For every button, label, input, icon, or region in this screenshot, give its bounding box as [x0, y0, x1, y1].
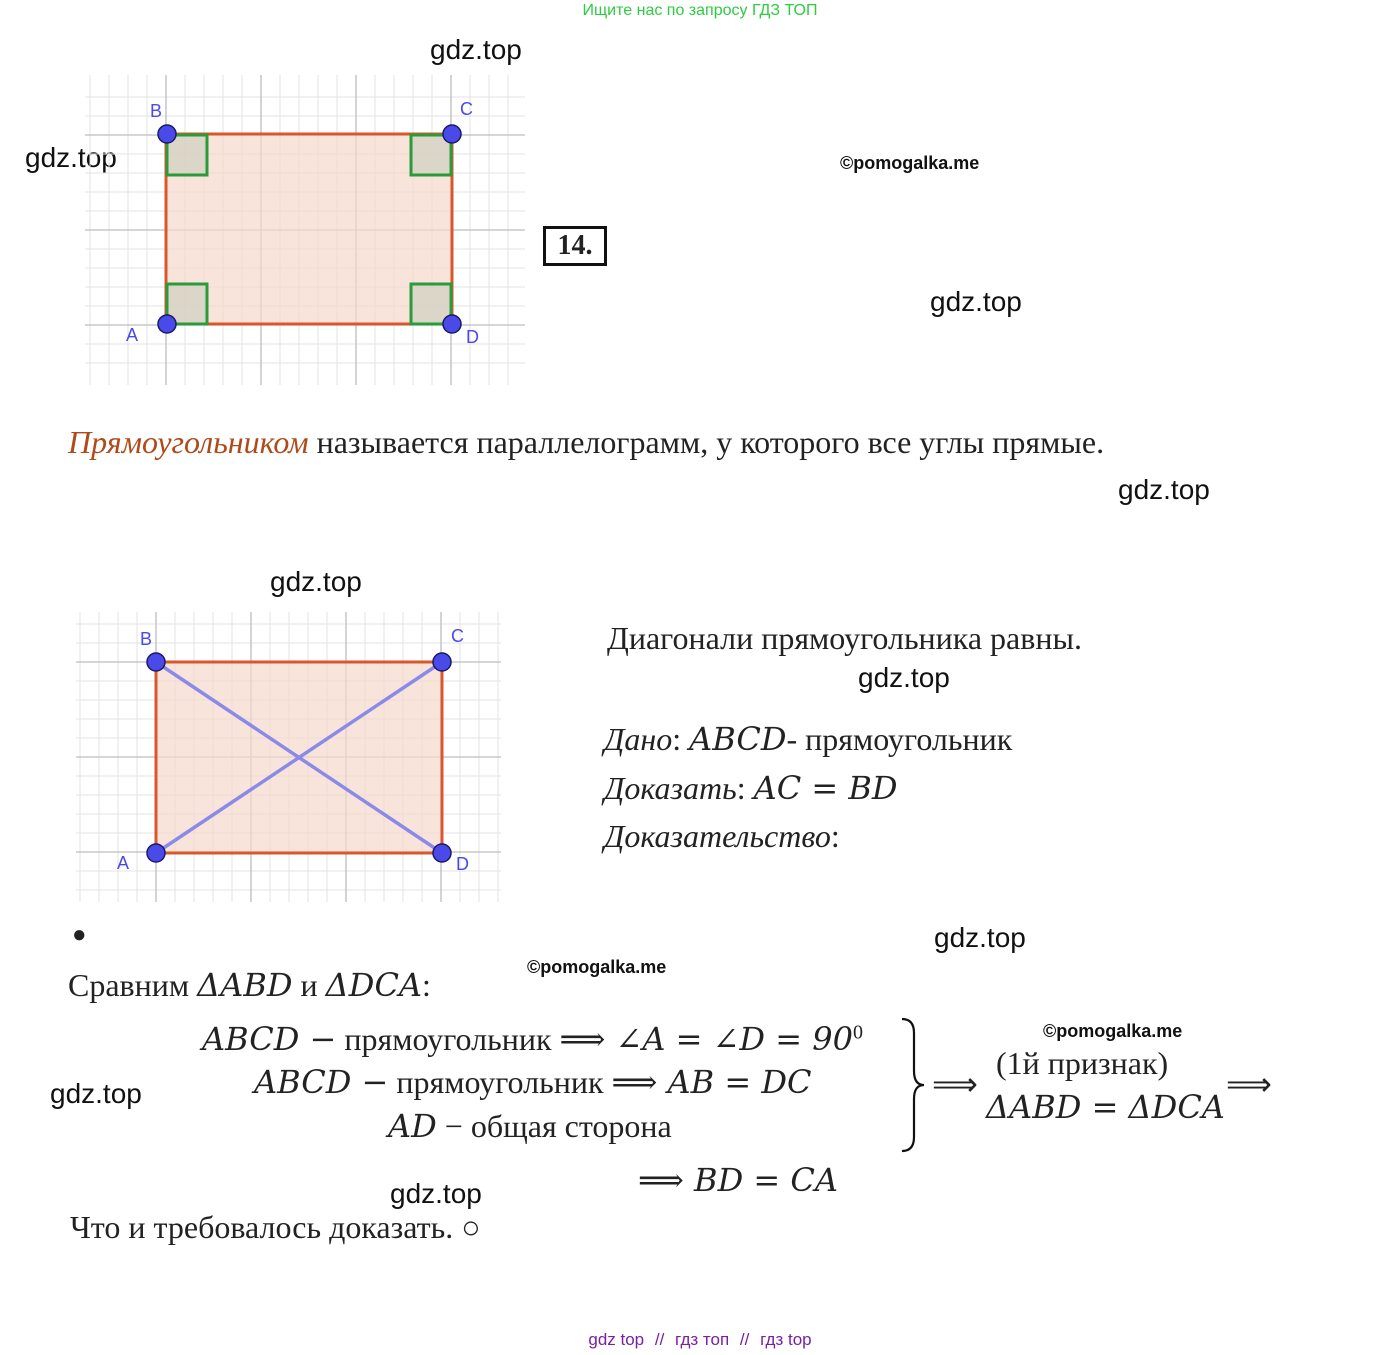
system-line-3 — [388, 1107, 672, 1145]
label-b: B — [150, 101, 163, 121]
right-angle-mark-c — [411, 135, 451, 175]
label-d: D — [466, 327, 479, 347]
point-b — [158, 125, 176, 143]
system-line-2-text: прямоугольник — [388, 1064, 612, 1100]
point-a — [147, 844, 165, 862]
watermark: gdz.top — [1118, 474, 1210, 505]
system-arrow-2: ⟹ — [1226, 1066, 1272, 1102]
watermark: gdz.top — [930, 286, 1022, 317]
theorem: Диагонали прямоугольника равны. — [607, 620, 1082, 656]
label-c: C — [451, 626, 464, 646]
definition — [68, 424, 1104, 461]
system-line-1-sup: 0 — [852, 1021, 863, 1044]
given-line — [604, 720, 1012, 758]
watermark: gdz.top — [858, 662, 950, 693]
system-line-3-math: AD — [388, 1107, 437, 1145]
given-sep: : — [672, 721, 690, 757]
label-b: B — [140, 629, 153, 649]
copyright-label: ©pomogalka.me — [527, 957, 667, 977]
label-a: A — [117, 853, 130, 873]
definition-text: называется параллелограмм, у которого все углы прямые. — [308, 424, 1105, 460]
qed-line: Что и требовалось доказать. ○ — [70, 1209, 481, 1245]
system-line-2-math: ABCD − — [254, 1063, 389, 1101]
compare-text: Сравним — [68, 967, 198, 1003]
footer-link-1[interactable]: gdz top — [588, 1330, 645, 1349]
footer-separator: // — [739, 1330, 750, 1349]
proof-label: Доказательство — [604, 818, 831, 854]
rectangle-figure — [85, 75, 525, 385]
watermark: gdz.top — [270, 566, 362, 597]
copyright-label: ©pomogalka.me — [1043, 1021, 1183, 1041]
definition-term: Прямоугольником — [68, 424, 309, 460]
label-c: C — [460, 99, 473, 119]
label-d: D — [456, 854, 469, 874]
compare-line — [68, 966, 431, 1004]
footer-link-3[interactable]: гдз top — [760, 1330, 812, 1349]
footer-link-2[interactable]: гдз топ — [675, 1330, 730, 1349]
system-sign: (1й признак) — [996, 1045, 1169, 1081]
system-line-1 — [202, 1020, 863, 1058]
given-math: ABCD — [689, 720, 787, 758]
point-b — [147, 653, 165, 671]
prove-math: AC = BD — [753, 769, 898, 807]
watermark: gdz.top — [934, 922, 1026, 953]
conclusion: ⟹ BD = CA — [638, 1161, 838, 1199]
problem-number: 14. — [543, 226, 607, 266]
system-arrow: ⟹ — [932, 1066, 978, 1102]
system-line-1-tail: ⟹ ∠A = ∠D = 90 — [559, 1020, 853, 1058]
prove-label: Доказать — [604, 770, 737, 806]
prove-sep: : — [736, 770, 754, 806]
label-a: A — [126, 325, 139, 345]
system-result: ΔABD = ΔDCA — [986, 1088, 1225, 1126]
given-label: Дано — [604, 721, 673, 757]
watermark: gdz.top — [50, 1078, 142, 1109]
watermark: gdz.top — [25, 142, 117, 173]
compare-triangle-2: ΔDCA — [325, 966, 423, 1004]
right-brace — [896, 1015, 926, 1155]
point-a — [158, 315, 176, 333]
system-line-2 — [254, 1063, 811, 1101]
rectangle-diagonals-figure — [76, 612, 501, 902]
prove-line — [604, 769, 898, 807]
point-d — [443, 315, 461, 333]
footer — [0, 1330, 1400, 1350]
compare-triangle-1: ΔABD — [197, 966, 293, 1004]
proof-sep: : — [830, 818, 840, 854]
top-banner: Ищите нас по запросу ГДЗ ТОП — [582, 2, 818, 19]
footer-separator: // — [654, 1330, 665, 1349]
copyright-label: ©pomogalka.me — [840, 153, 980, 173]
point-c — [443, 125, 461, 143]
point-c — [433, 653, 451, 671]
proof-label-line — [604, 818, 840, 855]
system-line-3-text: − общая сторона — [436, 1108, 672, 1144]
system-line-2-tail: ⟹ AB = DC — [611, 1063, 812, 1101]
watermark: gdz.top — [430, 34, 522, 65]
compare-colon: : — [422, 967, 431, 1003]
system-line-1-math: ABCD − — [202, 1020, 337, 1058]
point-d — [433, 844, 451, 862]
compare-and: и — [292, 967, 326, 1003]
given-text: - прямоугольник — [786, 721, 1013, 757]
bullet: ● — [72, 922, 87, 948]
system-line-1-text: прямоугольник — [336, 1021, 560, 1057]
rectangle-fill — [166, 134, 452, 324]
watermark: gdz.top — [390, 1178, 482, 1209]
